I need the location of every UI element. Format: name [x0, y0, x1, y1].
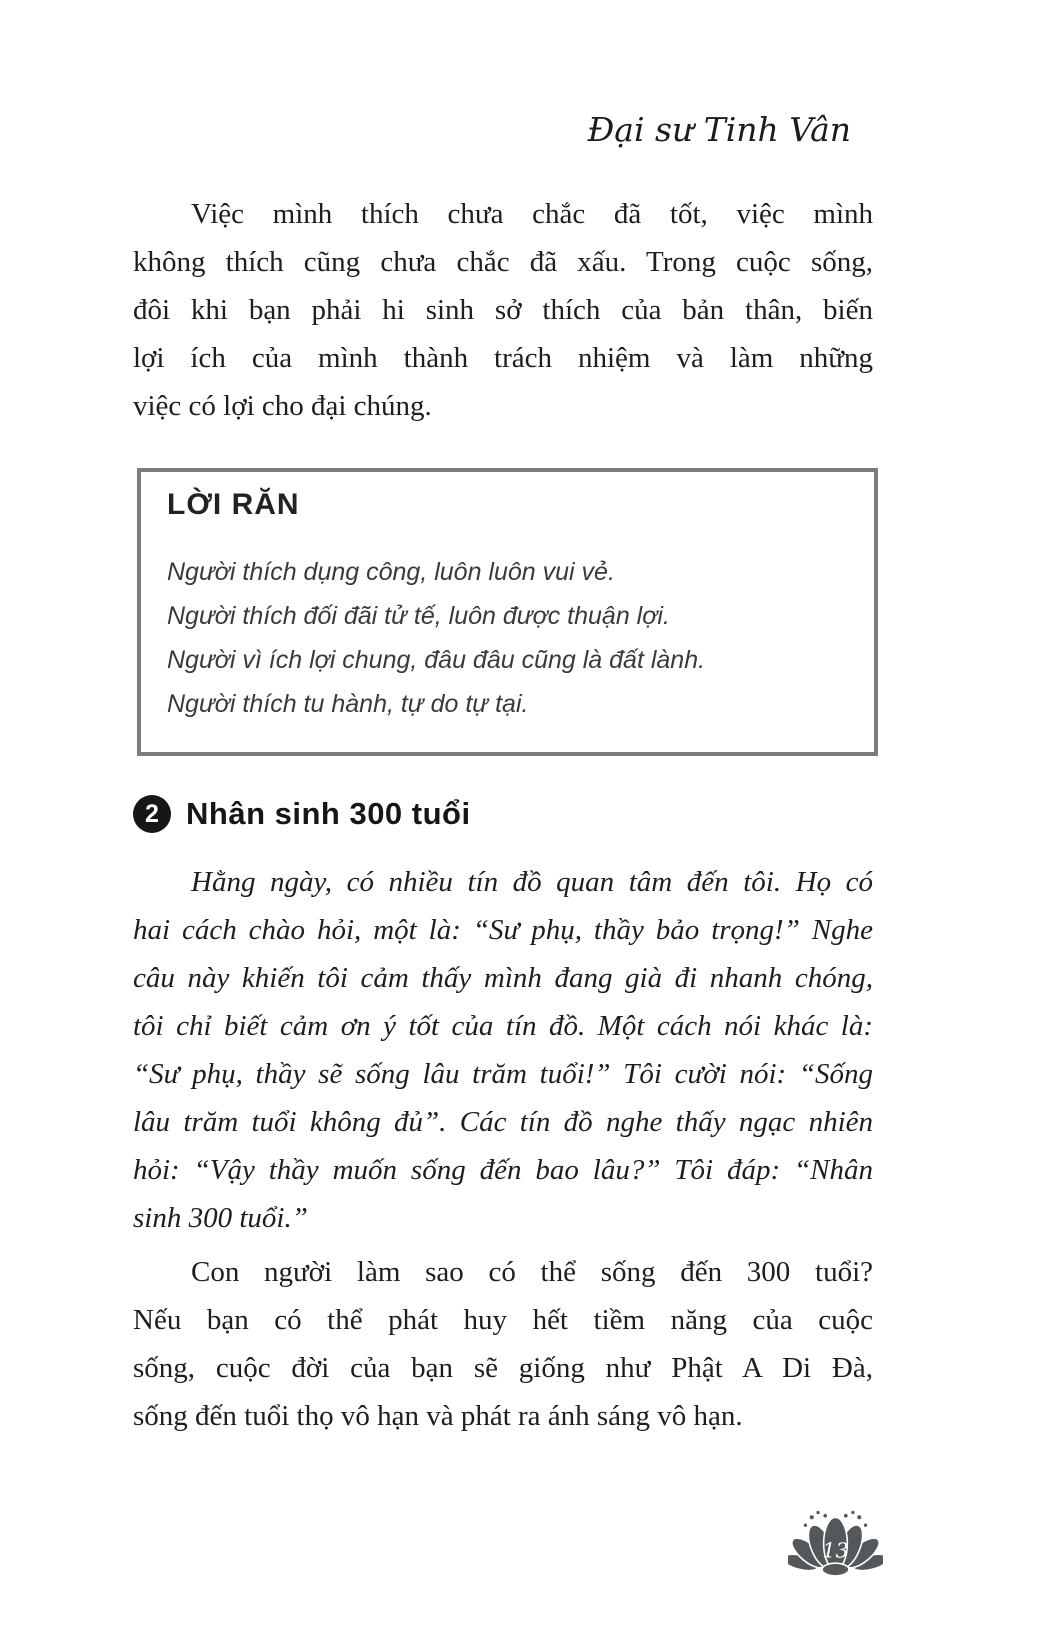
admonition-title: LỜI RĂN — [167, 488, 300, 521]
section-heading — [133, 795, 471, 833]
lotus-icon — [788, 1503, 883, 1587]
quote-line: Người thích đối đãi tử tế, luôn được thuận lợi. — [167, 602, 670, 630]
text-line: Hằng ngày, có nhiều tín đồ quan tâm đến tôi. Họ có — [191, 866, 873, 898]
text-line: Nếu bạn có thể phát huy hết tiềm năng của cuộc — [133, 1304, 873, 1336]
quote-line: Người thích dụng công, luôn luôn vui vẻ. — [167, 558, 615, 586]
section-number-badge: 2 — [133, 795, 171, 833]
text-line: Việc mình thích chưa chắc đã tốt, việc mình — [191, 198, 873, 230]
text-line: tôi chỉ biết cảm ơn ý tốt của tín đồ. Một cách nói khác là: — [133, 1010, 873, 1042]
text-line: hai cách chào hỏi, một là: “Sư phụ, thầy bảo trọng!” Nghe — [133, 914, 873, 946]
page-number: 13 — [822, 1538, 849, 1563]
text-line: câu này khiến tôi cảm thấy mình đang già đi nhanh chóng, — [133, 962, 873, 994]
text-line: không thích cũng chưa chắc đã xấu. Trong cuộc sống, — [133, 246, 873, 278]
text-line: việc có lợi cho đại chúng. — [133, 390, 432, 422]
text-line: sinh 300 tuổi.” — [133, 1202, 308, 1234]
page-header-author: Đại sư Tinh Vân — [587, 110, 851, 149]
intro-paragraph — [133, 190, 873, 430]
text-line: “Sư phụ, thầy sẽ sống lâu trăm tuổi!” Tôi cười nói: “Sống — [133, 1058, 873, 1090]
story-paragraph — [133, 858, 873, 1242]
text-line: sống đến tuổi thọ vô hạn và phát ra ánh sáng vô hạn. — [133, 1400, 743, 1432]
quote-line: Người vì ích lợi chung, đâu đâu cũng là đất lành. — [167, 646, 706, 674]
text-line: Con người làm sao có thể sống đến 300 tuổi? — [191, 1256, 873, 1288]
text-line: lợi ích của mình thành trách nhiệm và làm những — [133, 342, 873, 374]
text-line: đôi khi bạn phải hi sinh sở thích của bản thân, biến — [133, 294, 873, 326]
closing-paragraph — [133, 1248, 873, 1440]
text-line: sống, cuộc đời của bạn sẽ giống như Phật A Di Đà, — [133, 1352, 873, 1384]
page-number-emblem — [788, 1503, 883, 1587]
text-line: hỏi: “Vậy thầy muốn sống đến bao lâu?” Tôi đáp: “Nhân — [133, 1154, 873, 1186]
admonition-box — [137, 468, 878, 756]
text-line: lâu trăm tuổi không đủ”. Các tín đồ nghe thấy ngạc nhiên — [133, 1106, 873, 1138]
quote-line: Người thích tu hành, tự do tự tại. — [167, 690, 529, 718]
section-title: Nhân sinh 300 tuổi — [186, 796, 471, 831]
admonition-quotes — [167, 550, 848, 726]
